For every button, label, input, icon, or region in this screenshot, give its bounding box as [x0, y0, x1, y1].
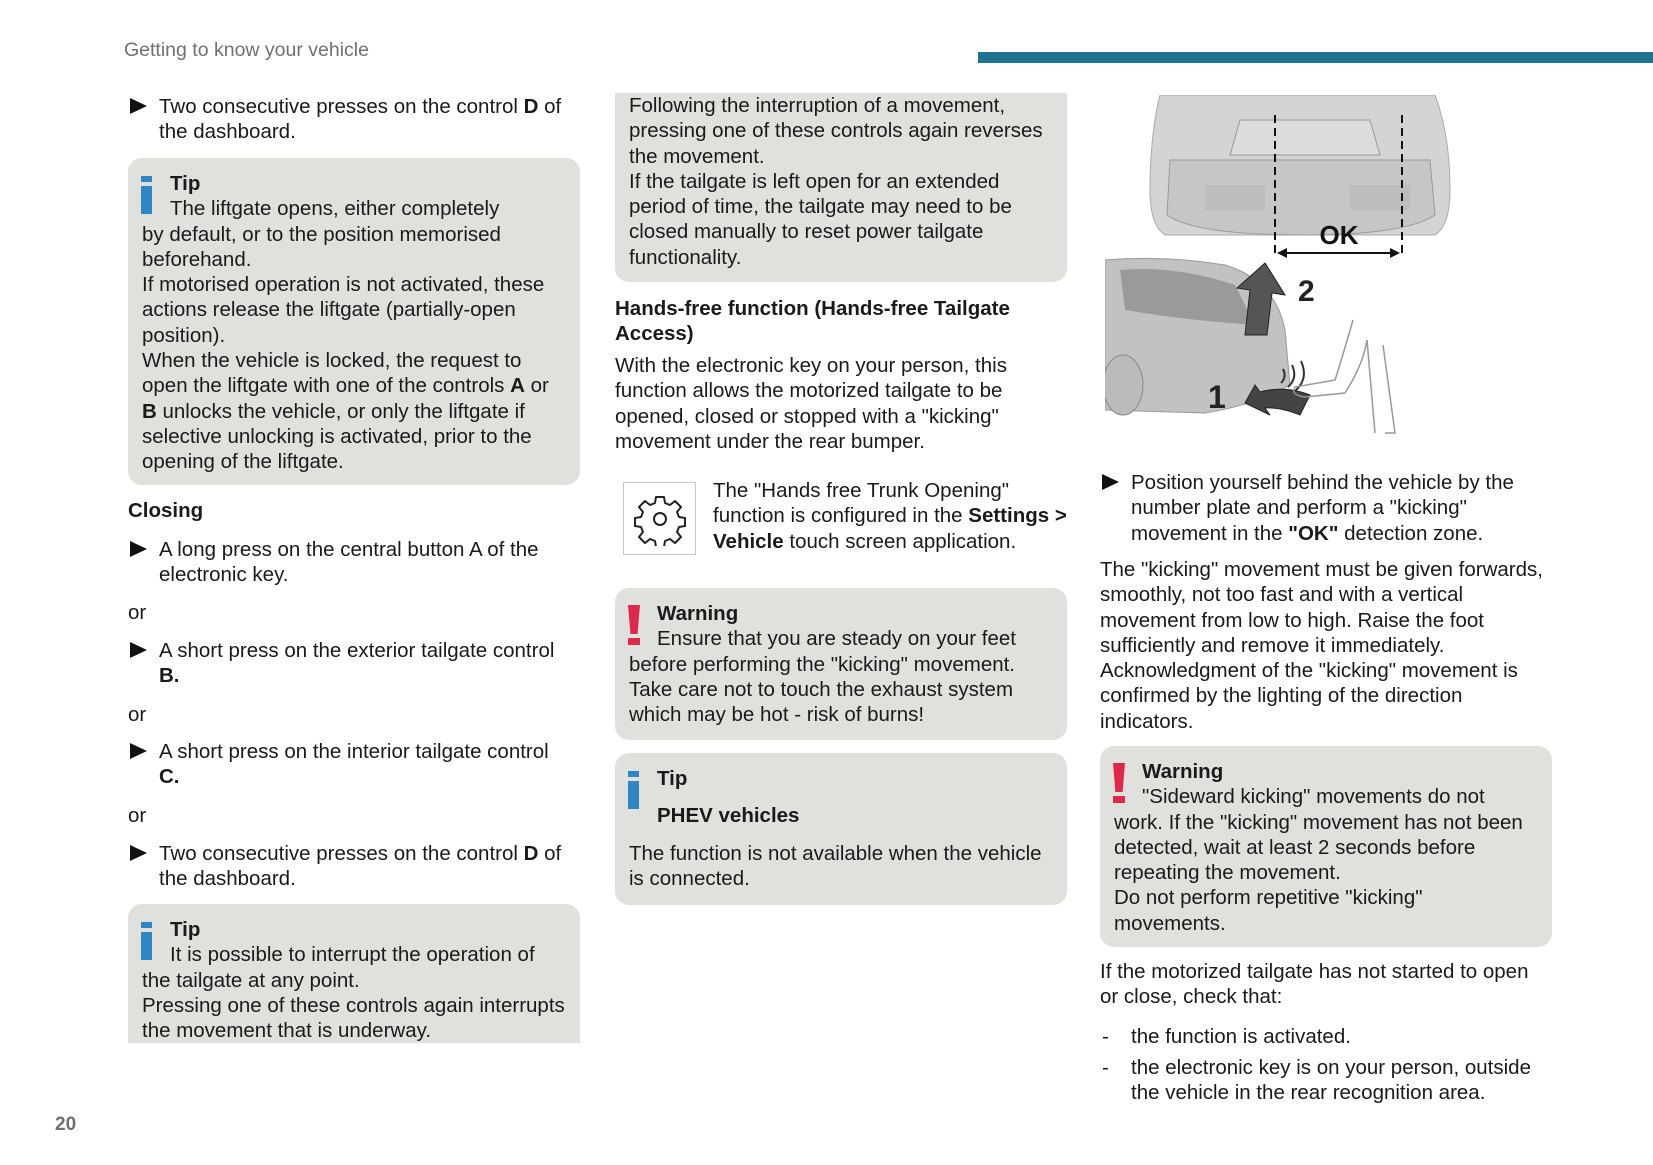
tip-title: Tip [170, 172, 201, 195]
section-title: Getting to know your vehicle [124, 39, 369, 61]
control-letter: B [142, 399, 157, 423]
list-item [128, 94, 580, 145]
control-letter: D [523, 95, 539, 118]
text: the function is activated. [1131, 1025, 1351, 1048]
tip-box [128, 904, 580, 1043]
tip-text: by default, or to the position memorised beforehand. [142, 222, 501, 271]
triangle-bullet-icon [130, 642, 147, 658]
warning-text: work. If the "kicking" movement has not been detected, wait at least 2 seconds before repeating the movement. [1114, 810, 1523, 885]
tip-text: Pressing one of these controls again interrupts the movement that is underway. [142, 993, 565, 1043]
ok-zone-ref: "OK" [1288, 521, 1339, 545]
control-letter: B. [159, 664, 180, 688]
handsfree-tailgate-illustration [1105, 95, 1510, 435]
tip-box-continued [615, 93, 1067, 282]
list-item [1100, 1024, 1552, 1049]
kicking-instructions: The "kicking" movement must be given forwards, smoothly, not too fast and with a vertical movement from low to high. Raise the foot sufficiently and remove it immediately. Acknowledgment of the "kicking" movement is confirmed by the lighting of the direction indicators. [1100, 558, 1543, 733]
list-item [1100, 1055, 1552, 1106]
tip-text [142, 348, 566, 474]
tip-box [128, 158, 580, 485]
text: of the dashboard. [159, 842, 562, 891]
text: A long press on the central button A of the electronic key. [159, 538, 539, 587]
or-label: or [128, 804, 147, 827]
warning-text: Do not perform repetitive "kicking" movements. [1114, 886, 1423, 935]
text: A short press on the interior tailgate control [159, 740, 549, 763]
tip-text: If motorised operation is not activated, these actions release the liftgate (partially-open position). [142, 273, 545, 347]
triangle-bullet-icon [1102, 474, 1119, 490]
tip-box [615, 753, 1067, 905]
warning-text: "Sideward kicking" movements do not [1142, 785, 1485, 809]
list-item [128, 841, 580, 892]
step-2-label: 2 [1298, 275, 1315, 308]
handsfree-paragraph: With the electronic key on your person, this function allows the motorized tailgate to be opened, closed or stopped with a "kicking" movement under the rear bumper. [615, 354, 1007, 453]
tip-text: It is possible to interrupt the operation of [170, 943, 535, 967]
check-intro: If the motorized tailgate has not started to open or close, check that: [1100, 960, 1529, 1009]
warning-text: Ensure that you are steady on your feet [657, 627, 1016, 651]
control-letter: C. [159, 765, 180, 789]
warning-box [615, 588, 1067, 740]
text: detection zone. [1338, 521, 1484, 545]
list-item [128, 739, 580, 790]
triangle-bullet-icon [130, 743, 147, 759]
warning-exclamation-icon [1113, 763, 1125, 803]
text: the electronic key is on your person, outside the vehicle in the rear recognition area. [1131, 1056, 1531, 1105]
text: The "Hands free Trunk Opening" function is configured in the [713, 479, 1010, 528]
page-number: 20 [55, 1114, 77, 1135]
control-letter: D [523, 842, 539, 865]
or-label: or [128, 601, 147, 624]
info-icon [141, 176, 152, 214]
text: When the vehicle is locked, the request to open the liftgate with one of the controls [142, 349, 522, 398]
handsfree-heading: Hands-free function (Hands-free Tailgate Access) [615, 297, 1010, 346]
warning-exclamation-icon [628, 605, 640, 645]
list-item [128, 638, 580, 689]
ok-zone-label: OK [1319, 220, 1359, 250]
triangle-bullet-icon [130, 541, 147, 557]
info-icon [141, 922, 152, 960]
tip-text: Following the interruption of a movement, pressing one of these controls again reverses the movement. [629, 94, 1043, 168]
text: Two consecutive presses on the control [159, 95, 524, 118]
list-item [128, 537, 580, 588]
or-label: or [128, 703, 147, 726]
tip-title: Tip [170, 918, 201, 941]
text: Position yourself behind the vehicle by the number plate and perform a "kicking" movement in the [1131, 471, 1514, 545]
settings-icon-box [623, 482, 696, 555]
dash-bullet: - [1102, 1056, 1109, 1079]
warning-title: Warning [657, 602, 739, 625]
tip-title: Tip [657, 767, 688, 790]
triangle-bullet-icon [130, 98, 147, 114]
settings-path: Settings > Vehicle [713, 504, 1067, 553]
warning-title: Warning [1142, 760, 1224, 783]
dash-bullet: - [1102, 1025, 1109, 1048]
text: A short press on the exterior tailgate control [159, 639, 555, 662]
text: unlocks the vehicle, or only the liftgate if selective unlocking is activated, prior to the opening of the liftgate. [142, 399, 532, 474]
triangle-bullet-icon [130, 845, 147, 861]
header-accent-bar [978, 52, 1653, 63]
gear-icon [633, 492, 687, 546]
control-letter: A [510, 374, 525, 398]
tip-text: The liftgate opens, either completely [170, 197, 500, 221]
settings-note [713, 478, 1073, 554]
tip-text: the tailgate at any point. [142, 968, 360, 992]
tip-text: If the tailgate is left open for an extended period of time, the tailgate may need to be closed manually to reset power tailgate functionality. [629, 169, 1012, 269]
text: Two consecutive presses on the control [159, 842, 524, 865]
text: touch screen application. [783, 529, 1017, 553]
warning-text: before performing the "kicking" movement. Take care not to touch the exhaust system which may be hot - risk of burns! [629, 652, 1016, 727]
warning-box [1100, 746, 1552, 947]
text: or [524, 374, 549, 398]
text: of the dashboard. [159, 95, 562, 144]
tip-text: The function is not available when the vehicle is connected. [629, 841, 1042, 890]
closing-heading: Closing [128, 499, 204, 522]
list-item [1100, 470, 1552, 546]
step-1-label: 1 [1208, 379, 1226, 415]
tip-subtitle: PHEV vehicles [657, 804, 800, 828]
info-icon [628, 771, 639, 809]
